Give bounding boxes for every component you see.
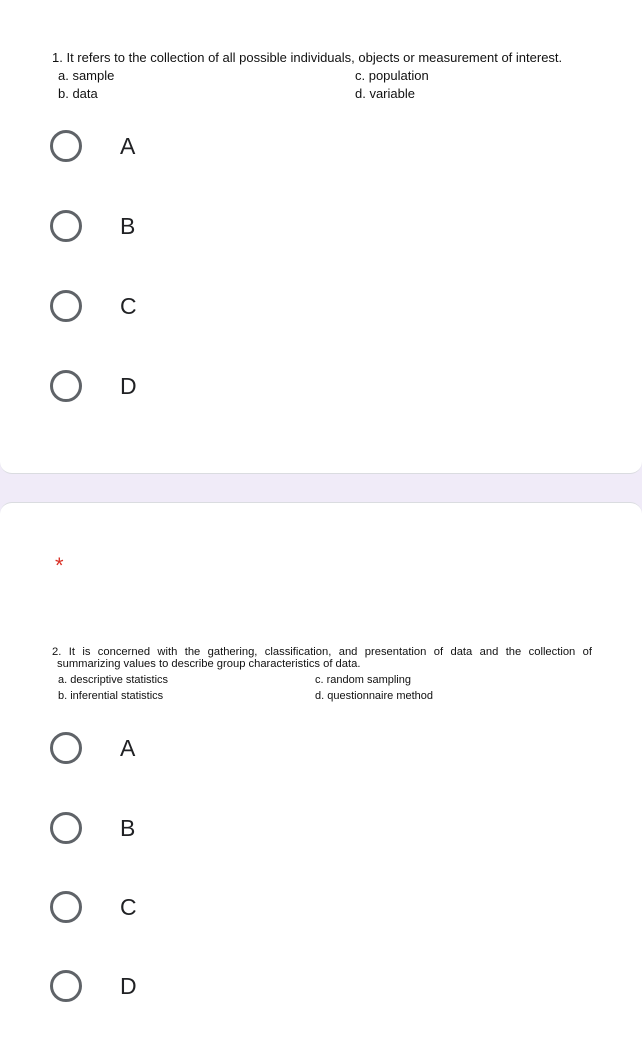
radio-button-icon[interactable] [50, 210, 82, 242]
option-label: A [120, 132, 136, 159]
radio-button-icon[interactable] [50, 370, 82, 402]
question-1-choice-c: c. population [355, 68, 429, 83]
question-2-choice-b: b. inferential statistics [58, 690, 164, 702]
question-2-choice-a: a. descriptive statistics [58, 674, 169, 686]
question-2-image [0, 503, 642, 713]
question-1-text: 1. It refers to the collection of all possible individuals, objects or measurement of interest. [52, 50, 563, 65]
radio-button-icon[interactable] [50, 812, 82, 844]
option-label: A [120, 734, 136, 761]
question-1-image [0, 0, 642, 110]
question-2-text-line-1: 2. It is concerned with the gathering, classification, and presentation of data and the collection of [52, 646, 592, 658]
question-card-1 [0, 0, 642, 474]
question-2-text-line-2: summarizing values to describe group characteristics of data. [57, 658, 361, 670]
question-card-2 [0, 502, 642, 1056]
q2-option-d[interactable] [50, 966, 350, 1006]
option-label: B [120, 212, 136, 239]
option-label: C [120, 893, 137, 920]
required-asterisk: * [55, 553, 64, 578]
q1-option-b[interactable] [50, 206, 350, 246]
q1-option-a[interactable] [50, 126, 350, 166]
q2-option-a[interactable] [50, 728, 350, 768]
option-label: D [120, 972, 137, 999]
radio-button-icon[interactable] [50, 732, 82, 764]
radio-button-icon[interactable] [50, 970, 82, 1002]
radio-button-icon[interactable] [50, 130, 82, 162]
radio-button-icon[interactable] [50, 891, 82, 923]
question-1-choice-a: a. sample [58, 68, 115, 83]
q1-option-c[interactable] [50, 286, 350, 326]
q2-option-c[interactable] [50, 887, 350, 927]
question-1-choice-d: d. variable [355, 86, 415, 101]
q2-option-b[interactable] [50, 808, 350, 848]
question-2-choice-c: c. random sampling [315, 674, 411, 686]
question-1-choice-b: b. data [58, 86, 98, 101]
q1-option-d[interactable] [50, 366, 350, 406]
option-label: D [120, 372, 137, 399]
question-2-choice-d: d. questionnaire method [315, 690, 434, 702]
radio-button-icon[interactable] [50, 290, 82, 322]
option-label: B [120, 814, 136, 841]
option-label: C [120, 292, 137, 319]
